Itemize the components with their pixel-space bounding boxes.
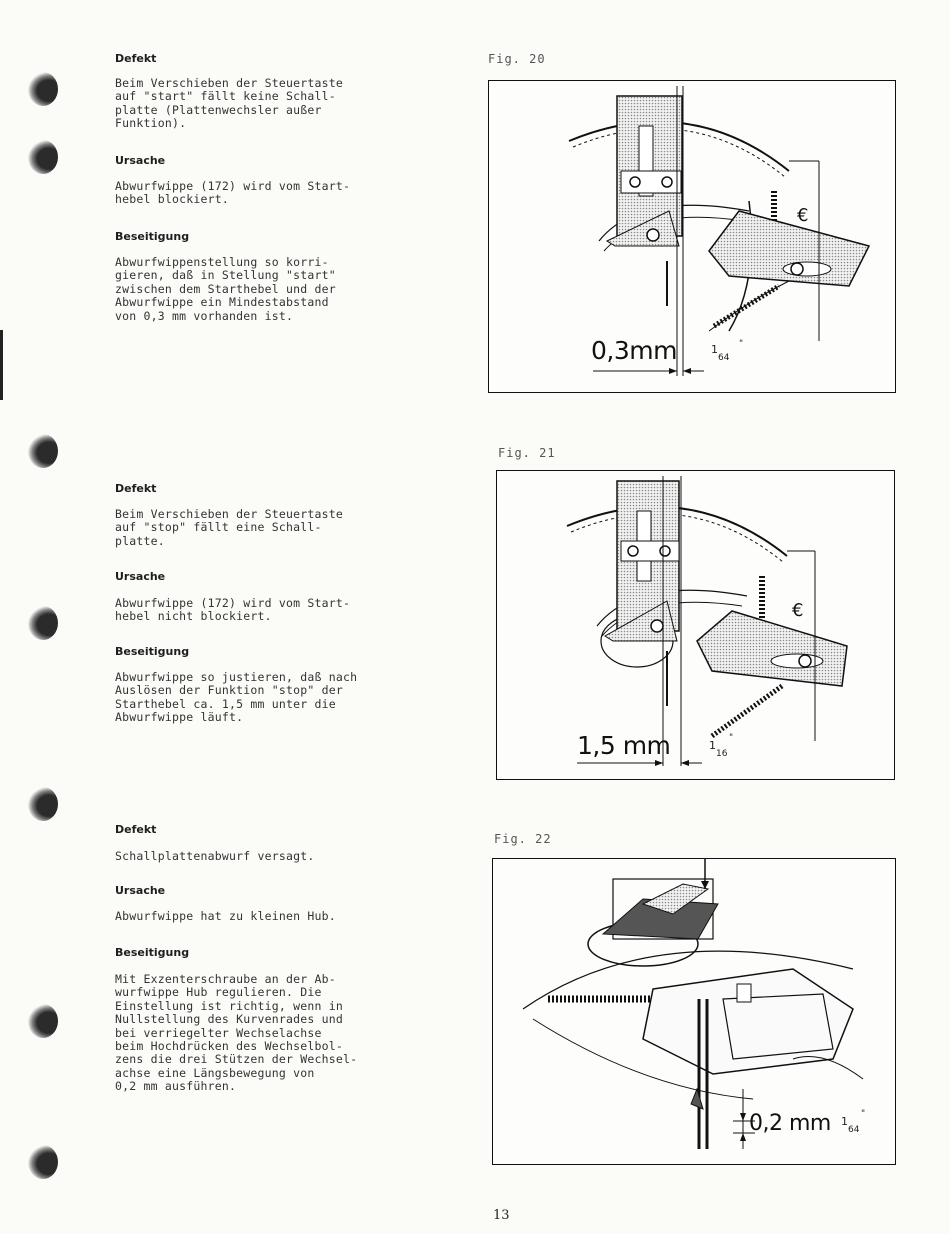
fig22-label: Fig. 22 xyxy=(494,832,552,846)
fig21-measurement: 1,5 mm xyxy=(577,731,671,760)
binder-hole xyxy=(28,72,58,106)
section2-beseitigung-text: Abwurfwippe so justieren, daß nach Auslösen der Funktion "stop" der Starthebel ca. 1,5 mm unter die Abwurfwippe läuft. xyxy=(115,670,358,725)
binder-hole xyxy=(28,434,58,468)
section2-ursache-heading: Ursache xyxy=(115,570,166,583)
section1-ursache-text: Abwurfwippe (172) wird vom Start- hebel blockiert. xyxy=(115,179,351,207)
section1-beseitigung-text: Abwurfwippenstellung so korri- gieren, daß in Stellung "start" zwischen dem Starthebel und der Abwurfwippe ein Mindestabstand von 0,3 mm vorhanden ist. xyxy=(115,255,336,323)
section3-beseitigung-text: Mit Exzenterschraube an der Ab- wurfwippe Hub regulieren. Die Einstellung ist richtig, wenn in Nullstellung des Kurvenrades und bei verriegelter Wechselachse beim Hochdrücken des Wechselbol- zens die drei Stützen der Wechsel- achse eine Längsbewegung von 0,2 mm ausführen. xyxy=(115,972,358,1094)
fig22-measurement: 0,2 mm xyxy=(749,1111,831,1136)
binder-hole xyxy=(28,1145,58,1179)
binder-hole xyxy=(28,606,58,640)
section3-ursache-heading: Ursache xyxy=(115,884,166,897)
fig20-fraction-den: 64 xyxy=(718,353,730,363)
section3-defekt-heading: Defekt xyxy=(115,823,157,836)
section3-beseitigung-heading: Beseitigung xyxy=(115,946,190,959)
binder-hole xyxy=(28,787,58,821)
fig21-illustration xyxy=(496,470,895,780)
fig22-illustration xyxy=(492,858,896,1165)
fig20-fraction-num: 1 xyxy=(711,343,718,356)
fig22-fraction-den: 64 xyxy=(848,1125,860,1135)
section1-defekt-text: Beim Verschieben der Steuertaste auf "start" fällt keine Schall- platte (Plattenwechsler außer Funktion). xyxy=(115,76,343,131)
section3-defekt-text: Schallplattenabwurf versagt. xyxy=(115,849,315,863)
fig22-fraction-num: 1 xyxy=(841,1115,848,1128)
svg-text:€: € xyxy=(797,205,809,226)
binder-edge-line xyxy=(0,330,3,400)
fig21-fraction-num: 1 xyxy=(709,739,716,752)
svg-text:€: € xyxy=(792,600,804,621)
binder-hole xyxy=(28,140,58,174)
section1-ursache-heading: Ursache xyxy=(115,154,166,167)
fig20-label: Fig. 20 xyxy=(488,52,546,66)
fig21-inch-mark: " xyxy=(729,733,734,743)
fig20-inch-mark: " xyxy=(739,339,744,349)
page-number: 13 xyxy=(493,1208,510,1223)
section2-defekt-heading: Defekt xyxy=(115,482,157,495)
section1-beseitigung-heading: Beseitigung xyxy=(115,230,190,243)
section2-beseitigung-heading: Beseitigung xyxy=(115,645,190,658)
fig21-fraction-den: 16 xyxy=(716,749,728,759)
fig22-inch-mark: " xyxy=(861,1109,866,1119)
fig20-measurement: 0,3mm xyxy=(591,336,677,365)
section1-defekt-heading: Defekt xyxy=(115,52,157,65)
section2-defekt-text: Beim Verschieben der Steuertaste auf "stop" fällt eine Schall- platte. xyxy=(115,507,343,548)
section3-ursache-text: Abwurfwippe hat zu kleinen Hub. xyxy=(115,909,336,923)
section2-ursache-text: Abwurfwippe (172) wird vom Start- hebel nicht blockiert. xyxy=(115,596,351,624)
fig20-illustration xyxy=(488,80,896,393)
binder-hole xyxy=(28,1004,58,1038)
fig21-label: Fig. 21 xyxy=(498,446,556,460)
